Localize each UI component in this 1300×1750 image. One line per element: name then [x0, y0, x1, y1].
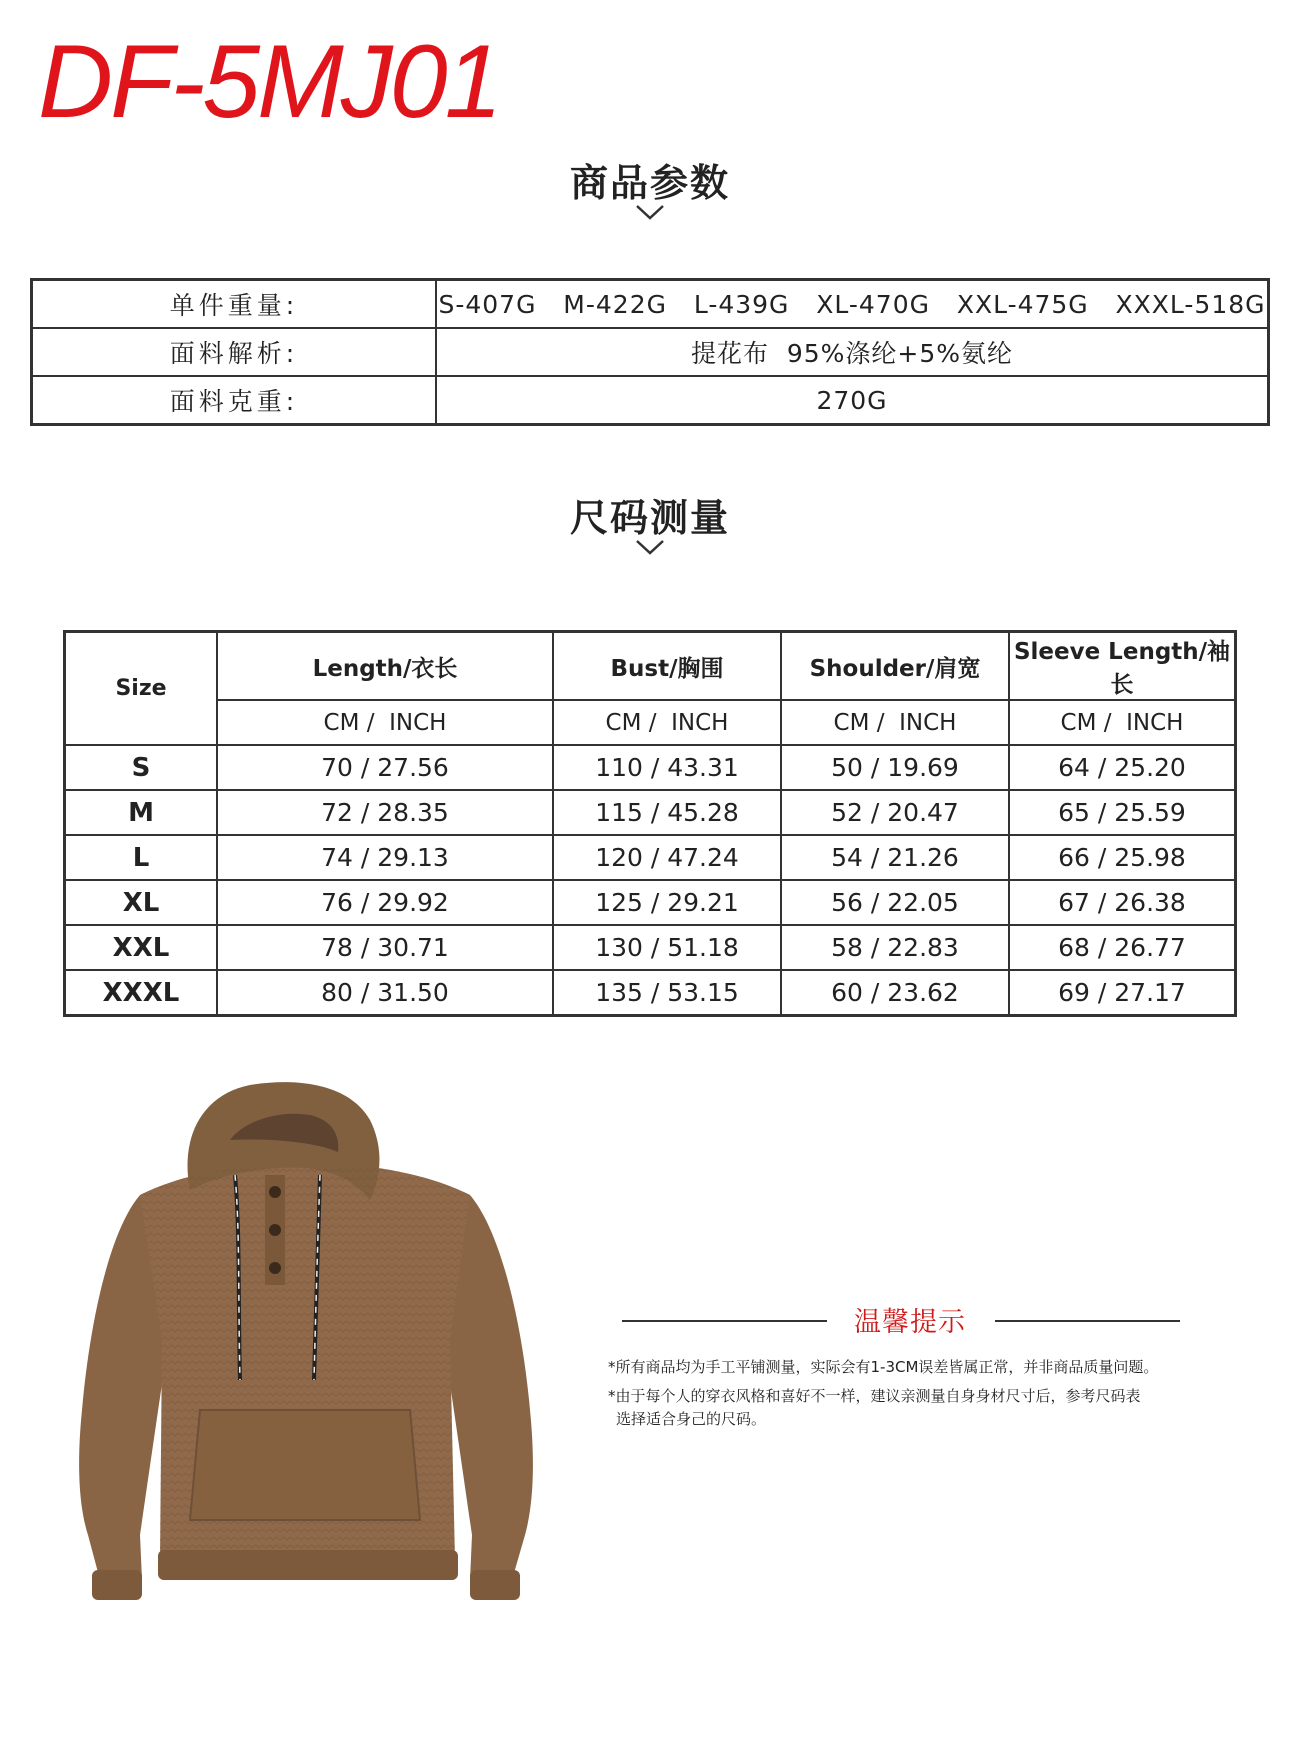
- value-cell: 78 / 30.71: [217, 925, 553, 970]
- params-value: S-407G M-422G L-439G XL-470G XXL-475G XXXL-518G: [436, 280, 1269, 329]
- value-cell: 67 / 26.38: [1009, 880, 1236, 925]
- value-cell: 52 / 20.47: [781, 790, 1009, 835]
- tip-line-2: *由于每个人的穿衣风格和喜好不一样，建议亲测量自身身材尺寸后，参考尺码表: [608, 1387, 1141, 1405]
- params-value: 提花布 95%涤纶+5%氨纶: [436, 328, 1269, 376]
- value-cell: 50 / 19.69: [781, 745, 1009, 790]
- unit-label: CM / INCH: [781, 700, 1009, 745]
- value-cell: 64 / 25.20: [1009, 745, 1236, 790]
- value-cell: 54 / 21.26: [781, 835, 1009, 880]
- unit-row: [65, 700, 1236, 745]
- value-cell: 74 / 29.13: [217, 835, 553, 880]
- size-cell: XL: [65, 880, 218, 925]
- chevron-down-icon: [635, 538, 665, 556]
- params-table: [30, 278, 1270, 426]
- value-cell: 72 / 28.35: [217, 790, 553, 835]
- params-row-fabric: [32, 328, 1269, 376]
- value-cell: 60 / 23.62: [781, 970, 1009, 1016]
- column-header: Bust/胸围: [553, 632, 781, 701]
- size-cell: L: [65, 835, 218, 880]
- params-label: 面料解析:: [32, 328, 437, 376]
- value-cell: 130 / 51.18: [553, 925, 781, 970]
- table-row: [65, 835, 1236, 880]
- model-code: DF-5MJ01: [38, 24, 500, 140]
- table-row: [65, 745, 1236, 790]
- params-value: 270G: [436, 376, 1269, 425]
- value-cell: 120 / 47.24: [553, 835, 781, 880]
- value-cell: 76 / 29.92: [217, 880, 553, 925]
- table-row: [65, 880, 1236, 925]
- tip-divider-right: [995, 1320, 1180, 1322]
- table-row: [65, 925, 1236, 970]
- tip-title: 温馨提示: [854, 1307, 966, 1338]
- params-label: 单件重量:: [32, 280, 437, 329]
- size-column-header: Size: [65, 632, 218, 746]
- size-table: [63, 630, 1237, 1017]
- column-header: Length/衣长: [217, 632, 553, 701]
- size-table-header: [65, 632, 1236, 701]
- size-cell: XXL: [65, 925, 218, 970]
- table-row: [65, 790, 1236, 835]
- unit-label: CM / INCH: [553, 700, 781, 745]
- value-cell: 110 / 43.31: [553, 745, 781, 790]
- unit-label: CM / INCH: [217, 700, 553, 745]
- tip-divider-left: [622, 1320, 827, 1322]
- value-cell: 56 / 22.05: [781, 880, 1009, 925]
- table-row: [65, 970, 1236, 1016]
- params-label: 面料克重:: [32, 376, 437, 425]
- value-cell: 65 / 25.59: [1009, 790, 1236, 835]
- unit-label: CM / INCH: [1009, 700, 1236, 745]
- tip-line-3: 选择适合身己的尺码。: [616, 1410, 767, 1428]
- value-cell: 135 / 53.15: [553, 970, 781, 1016]
- value-cell: 80 / 31.50: [217, 970, 553, 1016]
- value-cell: 70 / 27.56: [217, 745, 553, 790]
- params-row-gsm: [32, 376, 1269, 425]
- value-cell: 125 / 29.21: [553, 880, 781, 925]
- value-cell: 58 / 22.83: [781, 925, 1009, 970]
- chevron-down-icon: [635, 203, 665, 221]
- tip-line-1: *所有商品均为手工平铺测量，实际会有1-3CM误差皆属正常，并非商品质量问题。: [608, 1358, 1159, 1376]
- value-cell: 115 / 45.28: [553, 790, 781, 835]
- column-header: Sleeve Length/袖长: [1009, 632, 1236, 701]
- hoodie-icon: [70, 1080, 540, 1640]
- size-cell: M: [65, 790, 218, 835]
- value-cell: 69 / 27.17: [1009, 970, 1236, 1016]
- column-header: Shoulder/肩宽: [781, 632, 1009, 701]
- value-cell: 68 / 26.77: [1009, 925, 1236, 970]
- params-row-weight: [32, 280, 1269, 329]
- size-cell: S: [65, 745, 218, 790]
- size-title: 尺码测量: [569, 496, 730, 540]
- size-cell: XXXL: [65, 970, 218, 1016]
- value-cell: 66 / 25.98: [1009, 835, 1236, 880]
- params-title: 商品参数: [569, 161, 730, 205]
